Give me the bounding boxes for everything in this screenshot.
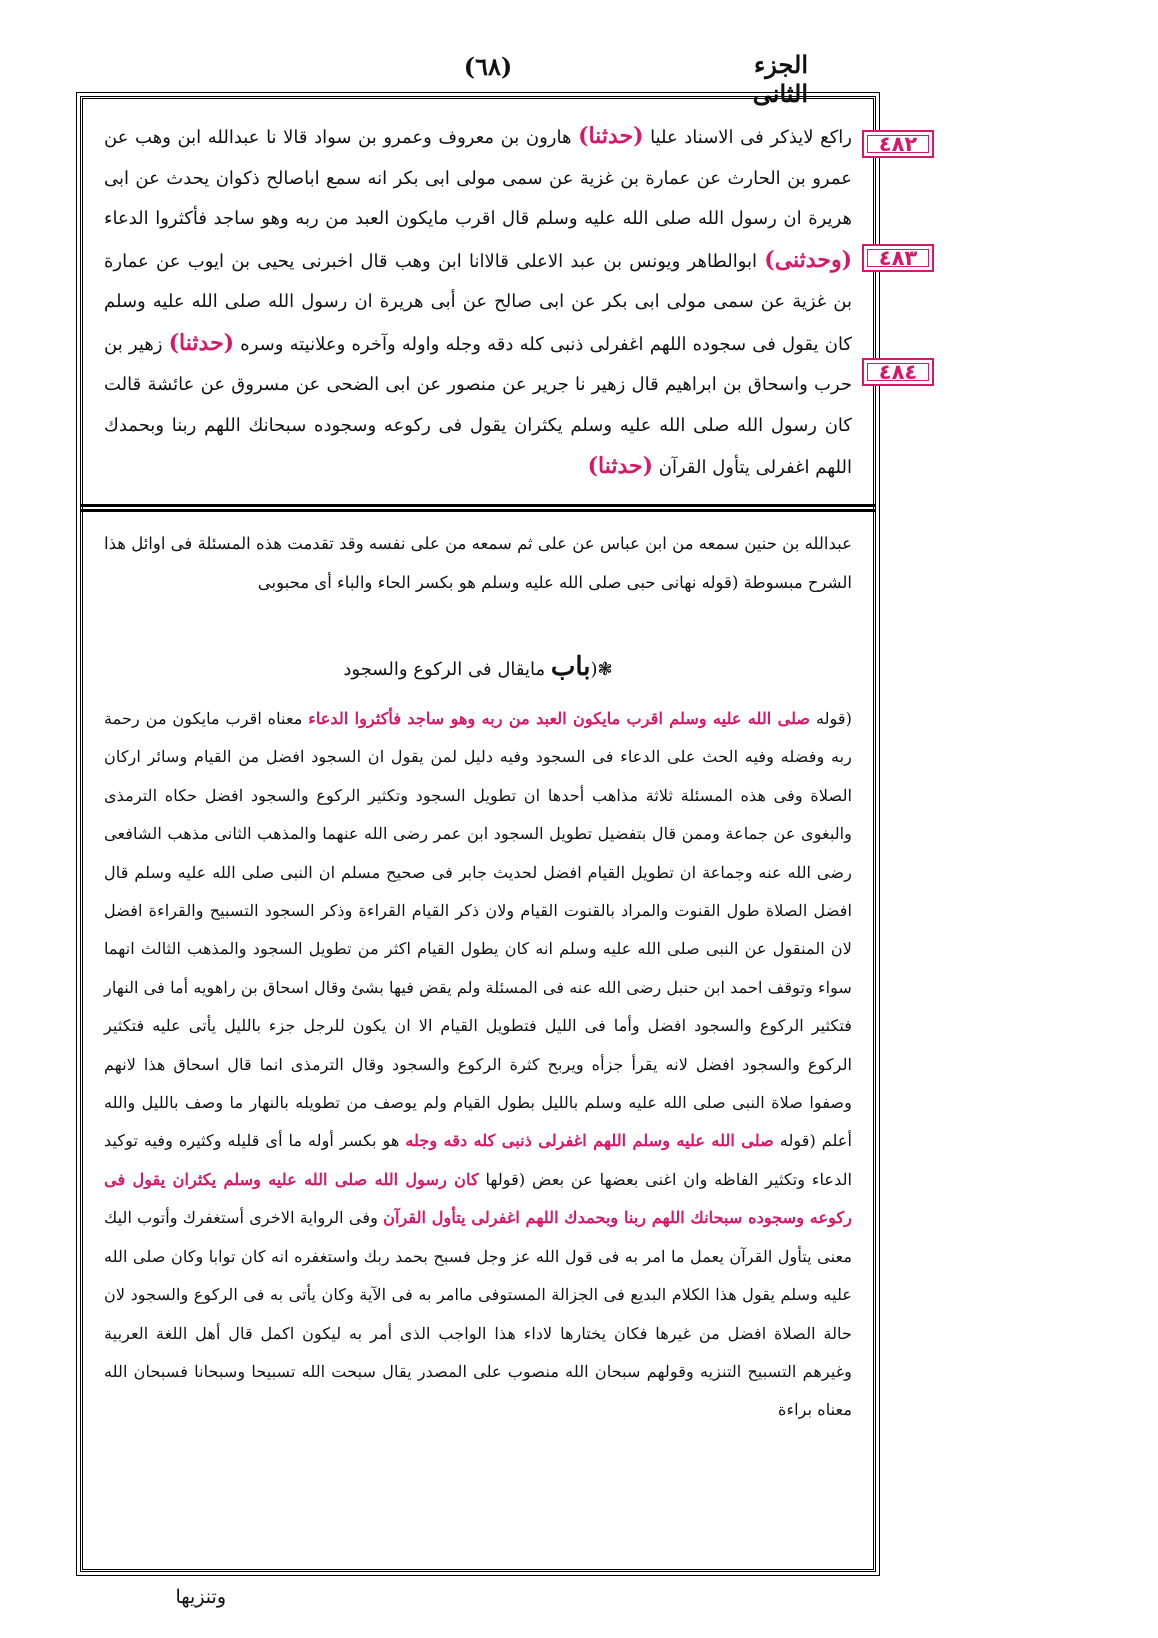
narration-keyword: (حدثنا) [578, 123, 644, 149]
ornament-icon: ❃( [590, 659, 613, 680]
commentary-segment: وفى الرواية الاخرى أستغفرك وأتوب اليك معنى يتأول القرآن يعمل ما امر به فى قول الله عز وجل فسبح بحمد ربك واستغفره انه كان توابا وكان صلى الله عليه وسلم يقول هذا الكلام البديع فى الجزالة المستوفى ماامر به فى الآية وكان يأتى به فى الركوع والسجود لان حالة الصلاة افضل من غيرها فكان يختارها لاداء هذا الواجب الذى أمر به ليكون اكمل قال أهل اللغة العربية وغيرهم التسبيح التنزيه وقولهم سبحان الله منصوب على المصدر يقال سبحت الله تسبيحا وسبحانا فسبحان الله معناه براءة [104, 1208, 852, 1420]
hadith-text: ابوالطاهر ويونس بن عبد الاعلى قالاانا ابن وهب قال اخبرنى يحيى بن ايوب عن عمارة بن غزية عن سمى مولى ابى بكر عن ابى صالح عن أبى هريرة ان رسول الله صلى الله عليه وسلم كان يقول فى سجوده اللهم اغفرلى ذنبى كله دقه وجله واوله وآخره وعلانيته وسره [104, 250, 852, 355]
hadith-text: زهير بن حرب واسحاق بن ابراهيم قال زهير نا جرير عن منصور عن ابى الضحى عن مسروق عن عائشة قالت كان رسول الله صلى الله عليه وسلم يكثران يقول فى ركوعه وسجوده سبحانك اللهم ربنا وبحمدك اللهم اغفرلى يتأول القرآن [104, 333, 852, 478]
narration-keyword: (حدثنا) [168, 329, 235, 356]
hadith-number-badge: ٤٨٤ [862, 358, 934, 386]
hadith-text-block [104, 116, 852, 496]
commentary-segment: هو بكسر أوله ما أى قليله وكثيره وفيه توكيد الدعاء وتكثير الفاظه وان اغنى بعضها عن بعض (قولها [104, 1131, 852, 1189]
commentary-segment: (قوله [810, 709, 852, 728]
page-number: (٦٨) [463, 52, 513, 81]
hadith-text: راكع لايذكر فى الاسناد عليا [643, 127, 852, 148]
commentary-segment: معناه اقرب مايكون من رحمة ربه وفضله وفيه الحث على الدعاء فى السجود وفيه دليل لمن يقول ان السجود افضل من القيام وسائر اركان الصلاة وفى هذه المسئلة ثلاثة مذاهب أحدها ان تطويل السجود وتكثير الركوع والسجود افضل حكاه الترمذى والبغوى عن جماعة وممن قال بتفضيل تطويل السجود ابن عمر رضى الله عنهما والمذهب الثانى مذهب الشافعى رضى الله عنه وجماعة ان تطويل القيام افضل لحديث جابر فى صحيح مسلم ان النبى صلى الله عليه وسلم قال افضل الصلاة طول القنوت والمراد بالقنوت القيام ولان ذكر القيام القراءة وذكر السجود التسبيح والقراءة افضل لان المنقول عن النبى صلى الله عليه وسلم انه كان يطول القيام اكثر من تطويل السجود والمذهب الثالث انهما سواء وتوقف احمد ابن حنبل رضى الله عنه فى المسئلة ولم يقض فيها بشئ وقال اسحاق بن راهويه أما فى النهار فتكثير الركوع والسجود افضل وأما فى الليل فتطويل القيام الا ان يكون للرجل جزء بالليل يأتى عليه فتكثير الركوع والسجود افضل لانه يقرأ جزأه ويربح كثرة الركوع والسجود وقال الترمذى انما قال اسحاق هذا لانهم وصفوا صلاة النبى صلى الله عليه وسلم بالليل بطول القيام ولم يوصف من تطويله بالنهار ما وصف بالليل والله أعلم (قوله [104, 709, 852, 1151]
commentary-intro: عبدالله بن حنين سمعه من ابن عباس عن على ثم سمعه من على نفسه وقد تقدمت هذه المسئلة فى اوائل هذا الشرح مبسوطة (قوله نهانى حبى صلى الله عليه وسلم هو بكسر الحاء والباء أى محبوبى [104, 534, 852, 592]
chapter-bab-label: باب [550, 652, 591, 682]
quoted-hadith-highlight: صلى الله عليه وسلم اللهم اغفرلى ذنبى كله دقه وجله [405, 1131, 774, 1151]
frame-separator [80, 504, 876, 512]
page-title: الجزء الثانى [752, 50, 808, 108]
hadith-number-badge: ٤٨٢ [862, 130, 934, 158]
narration-keyword: (وحدثنى) [764, 246, 852, 273]
quoted-hadith-highlight: كان رسول الله صلى الله عليه وسلم يكثران يقول فى ركوعه وسجوده سبحانك اللهم ربنا وبحمدك اللهم اغفرلى يتأول القرآن [104, 1169, 852, 1228]
chapter-heading [104, 652, 852, 694]
quoted-hadith-highlight: صلى الله عليه وسلم اقرب مايكون العبد من ربه وهو ساجد فأكثروا الدعاء [308, 709, 811, 728]
narration-keyword: (حدثنا) [587, 453, 654, 479]
chapter-title: مايقال فى الركوع والسجود [343, 659, 551, 680]
hadith-text: هارون بن معروف وعمرو بن سواد قالا نا عبدالله ابن وهب عن عمرو بن الحارث عن عمارة بن غزية عن سمى مولى ابى بكر انه سمع اباصالح ذكوان يحدث عن ابى هريرة ان رسول الله صلى الله عليه وسلم قال اقرب مايكون العبد من ربه وهو ساجد فأكثروا الدعاء [104, 127, 852, 229]
catchword: وتنزيها [175, 1586, 226, 1608]
hadith-number-badge: ٤٨٣ [862, 244, 934, 272]
commentary-text [104, 700, 852, 1556]
